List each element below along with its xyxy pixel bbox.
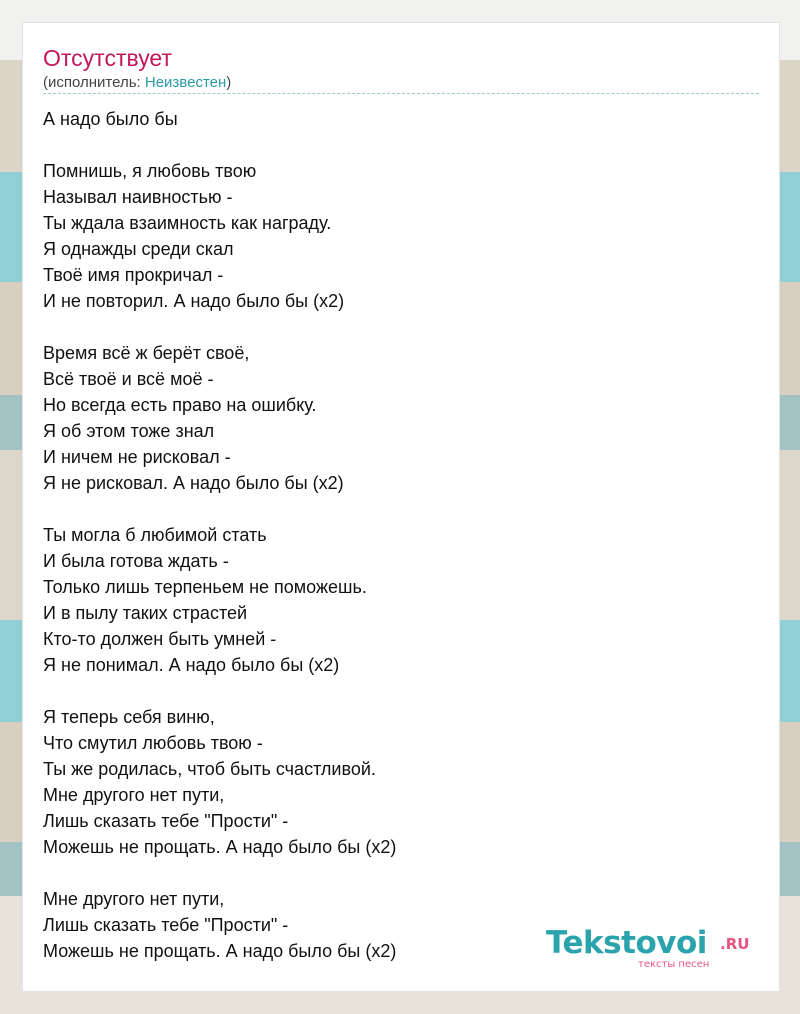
lyric-line: Только лишь терпеньем не поможешь. — [43, 577, 367, 597]
lyric-line: Я теперь себя виню, — [43, 707, 215, 727]
artist-link[interactable]: Неизвестен — [144, 74, 227, 91]
lyric-line: Всё твоё и всё моё - — [43, 369, 214, 389]
lyric-line: Лишь сказать тебе "Прости" - — [43, 915, 289, 935]
stanza-gap — [43, 132, 759, 158]
stanza-gap — [43, 678, 759, 704]
lyric-line: И ничем не рисковал - — [43, 447, 231, 467]
song-title: Отсутствует — [43, 45, 172, 71]
lyric-line: Твоё имя прокричал - — [43, 265, 224, 285]
logo-tagline: тексты песен — [638, 959, 710, 970]
lyric-line: Я об этом тоже знал — [43, 421, 215, 441]
lyric-line: Ты могла б любимой стать — [43, 525, 267, 545]
lyric-line: Ты же родилась, чтоб быть счастливой. — [43, 759, 376, 779]
site-logo[interactable] — [546, 925, 776, 971]
lyric-line: Можешь не прощать. А надо было бы (x2) — [43, 941, 397, 961]
stanza-gap — [43, 314, 759, 340]
lyric-line: А надо было бы — [43, 109, 178, 129]
lyric-line: И была готова ждать - — [43, 551, 229, 571]
lyric-line: Но всегда есть право на ошибку. — [43, 395, 317, 415]
lyric-line: Помнишь, я любовь твою — [43, 161, 257, 181]
logo-tld: .RU — [720, 935, 750, 953]
lyrics-text — [43, 106, 759, 964]
lyric-line: Я не рисковал. А надо было бы (x2) — [43, 473, 344, 493]
artist-suffix: ) — [226, 74, 232, 91]
lyric-line: Время всё ж берёт своё, — [43, 343, 250, 363]
lyric-line: Я однажды среди скал — [43, 239, 234, 259]
lyric-line: И в пылу таких страстей — [43, 603, 248, 623]
artist-prefix: (исполнитель: — [43, 74, 145, 91]
lyric-line: Можешь не прощать. А надо было бы (x2) — [43, 837, 397, 857]
lyric-line: Лишь сказать тебе "Прости" - — [43, 811, 289, 831]
lyric-line: Я не понимал. А надо было бы (x2) — [43, 655, 340, 675]
lyric-line: Мне другого нет пути, — [43, 785, 225, 805]
artist-line — [43, 74, 231, 92]
lyric-line: Кто-то должен быть умней - — [43, 629, 277, 649]
lyric-line: Ты ждала взаимность как награду. — [43, 213, 332, 233]
stanza-gap — [43, 496, 759, 522]
lyrics-card — [22, 22, 780, 992]
lyric-line: Мне другого нет пути, — [43, 889, 225, 909]
lyric-line: Называл наивностью - — [43, 187, 233, 207]
lyric-line: И не повторил. А надо было бы (x2) — [43, 291, 345, 311]
stanza-gap — [43, 860, 759, 886]
logo-name: Tekstovoi — [546, 925, 707, 961]
lyric-line: Что смутил любовь твою - — [43, 733, 263, 753]
title-divider — [43, 93, 759, 94]
